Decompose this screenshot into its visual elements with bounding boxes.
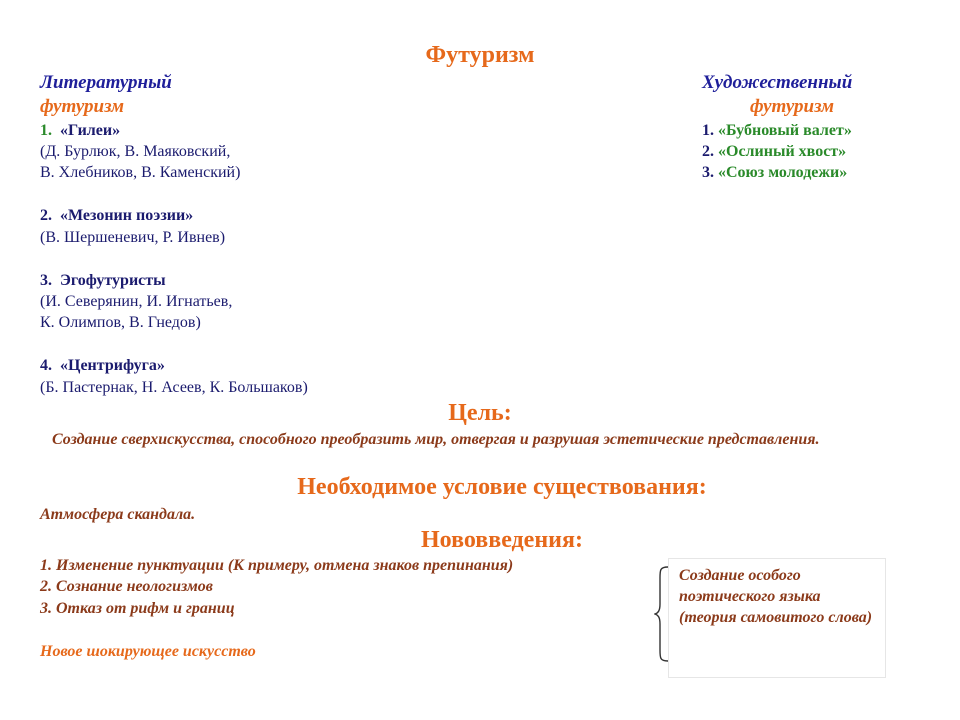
innovations-footer: Новое шокирующее искусство [40,643,256,660]
literary-group-2-members: (В. Шершеневич, Р. Ивнев) [40,229,226,246]
literary-group-2-title [40,207,193,225]
group-name: «Центрифуга» [60,357,165,374]
group-name: «Гилеи» [60,122,121,139]
literary-group-3-members: (И. Северянин, И. Игнатьев, [40,293,233,310]
literary-group-1-title [40,122,120,140]
artistic-item-2 [702,143,846,161]
literary-heading-line1: Литературный [40,72,172,93]
literary-heading-line2: футуризм [40,96,125,117]
page-title: Футуризм [425,42,535,68]
item-name: «Ослиный хвост» [718,143,847,160]
literary-group-1-members-2: В. Хлебников, В. Каменский) [40,164,241,181]
innovation-item-2: 2. Сознание неологизмов [40,578,213,595]
group-name: Эгофутуристы [60,272,166,289]
innovation-item-1: 1. Изменение пунктуации (К примеру, отмена знаков препинания) [40,557,514,574]
literary-group-4-members: (Б. Пастернак, Н. Асеев, К. Большаков) [40,379,308,396]
group-number: 4. [40,357,52,374]
condition-title: Необходимое условие существования: [297,474,707,500]
group-number: 1. [40,122,52,139]
literary-group-3-title [40,272,166,290]
group-number: 2. [40,207,52,224]
literary-group-1-members: (Д. Бурлюк, В. Маяковский, [40,143,231,160]
literary-group-4-title [40,357,165,375]
item-name: «Бубновый валет» [718,122,852,139]
artistic-item-3 [702,164,847,182]
group-number: 3. [40,272,52,289]
item-number: 3. [702,164,714,181]
innovations-title: Нововведения: [421,527,583,553]
goal-text: Создание сверхискусства, способного преобразить мир, отвергая и разрушая эстетические представления. [52,431,820,448]
language-note-text: Создание особого поэтического языка (теория самовитого слова) [679,567,873,626]
artistic-heading-line1: Художественный [702,72,853,93]
group-name: «Мезонин поэзии» [60,207,194,224]
language-note-box [668,558,886,678]
artistic-heading-line2: футуризм [750,96,835,117]
item-number: 1. [702,122,714,139]
item-name: «Союз молодежи» [718,164,848,181]
goal-title: Цель: [448,400,512,426]
innovation-item-3: 3. Отказ от рифм и границ [40,600,235,617]
condition-text: Атмосфера скандала. [40,506,196,523]
artistic-item-1 [702,122,852,140]
literary-group-3-members-2: К. Олимпов, В. Гнедов) [40,314,201,331]
item-number: 2. [702,143,714,160]
